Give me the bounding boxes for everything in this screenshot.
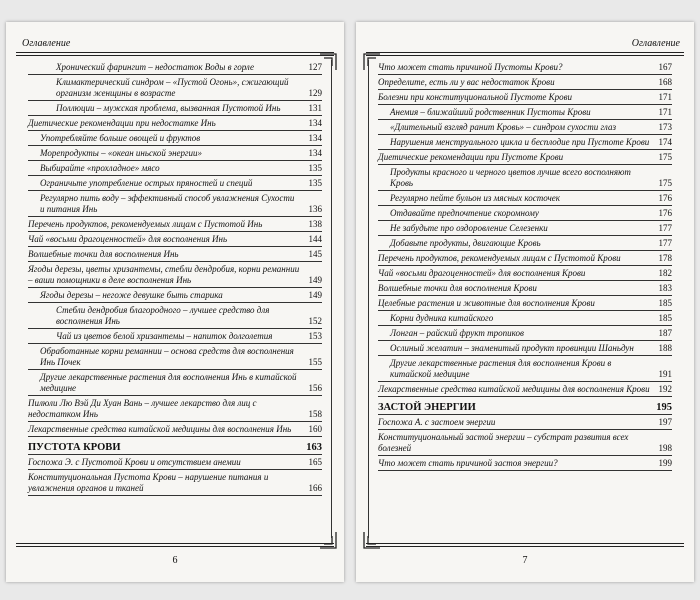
toc-entry-title: Чай из цветов белой хризантемы – напиток долголетия: [56, 331, 273, 341]
toc-entry: [378, 137, 672, 150]
toc-entry: [28, 62, 322, 75]
toc-entry-title: Перечень продуктов, рекомендуемых лицам с Пустотой Крови: [378, 253, 621, 263]
toc-entry-title: Лонган – райский фрукт тропиков: [390, 328, 524, 338]
toc-entry-page: 136: [308, 204, 322, 214]
frame-bottom-line-inner: [366, 546, 684, 547]
toc-entry: [28, 264, 322, 288]
page-number: 7: [522, 555, 528, 566]
toc-entry: [378, 384, 672, 397]
toc-entry: [28, 163, 322, 176]
toc-entry-title: Хронический фарингит – недостаток Воды в горле: [56, 62, 255, 72]
frame-bottom-line: [366, 543, 684, 544]
toc-entry-page: 177: [658, 238, 672, 248]
toc-entry-title: Другие лекарственные растения для восполнения Инь в китайской медицине: [40, 372, 297, 393]
toc-entry: [28, 472, 322, 496]
toc-entry-title: Ягоды дерезы – негоже девушке быть старика: [40, 290, 223, 300]
frame-top-line-inner: [16, 55, 334, 56]
toc-entry-title: Регулярно пейте бульон из мясных косточек: [390, 193, 561, 203]
toc-entry: [28, 178, 322, 191]
table-of-contents: [28, 62, 322, 498]
toc-entry: [28, 457, 322, 470]
toc-entry: [378, 298, 672, 311]
toc-entry-page: 192: [658, 384, 672, 394]
toc-entry: [28, 234, 322, 247]
toc-entry-title: Поллюции – мужская проблема, вызванная Пустотой Инь: [56, 103, 281, 113]
frame-side-line: [331, 60, 332, 538]
toc-entry-page: 175: [658, 178, 672, 188]
toc-entry: [378, 238, 672, 251]
toc-entry-title: Отдавайте предпочтение скоромному: [390, 208, 539, 218]
corner-ornament-icon: [360, 530, 382, 552]
toc-entry: [378, 432, 672, 456]
toc-entry: [28, 118, 322, 131]
toc-entry-page: 185: [658, 313, 672, 323]
toc-entry-page: 182: [658, 268, 672, 278]
toc-entry-page: 171: [658, 92, 672, 102]
toc-entry: [378, 253, 672, 266]
toc-entry-page: 152: [308, 316, 322, 326]
toc-entry: [378, 107, 672, 120]
toc-entry: [28, 372, 322, 396]
section-page: 163: [306, 442, 322, 453]
toc-entry: [28, 193, 322, 217]
frame-top-line: [16, 52, 334, 53]
toc-entry: [378, 328, 672, 341]
toc-entry-page: 135: [308, 178, 322, 188]
toc-entry-page: 166: [308, 483, 322, 493]
toc-entry-title: Что может стать причиной застоя энергии?: [378, 458, 558, 468]
toc-entry-title: Другие лекарственные растения для восполнения Крови в китайской медицине: [390, 358, 612, 379]
toc-entry: [378, 62, 672, 75]
frame-top-line: [366, 52, 684, 53]
toc-entry-title: Лекарственные средства китайской медицины для восполнения Крови: [378, 384, 650, 394]
toc-entry-page: 127: [308, 62, 322, 72]
toc-entry-title: Диетические рекомендации при недостатке Инь: [28, 118, 216, 128]
toc-entry-title: Регулярно пить воду – эффективный способ увлажнения Сухости и питания Инь: [40, 193, 295, 214]
toc-entry-page: 174: [658, 137, 672, 147]
toc-entry: [378, 208, 672, 221]
toc-entry-page: 138: [308, 219, 322, 229]
toc-entry-title: Климактерический синдром – «Пустой Огонь», сжигающий организм женщины в возрасте: [56, 77, 289, 98]
toc-entry-title: Ослиный желатин – знаменитый продукт провинции Шаньдун: [390, 343, 634, 353]
toc-entry: [378, 193, 672, 206]
toc-entry-page: 134: [308, 118, 322, 128]
toc-entry-page: 135: [308, 163, 322, 173]
toc-entry-page: 171: [658, 107, 672, 117]
toc-entry-title: Госпожа А. с застоем энергии: [378, 417, 496, 427]
toc-entry-page: 199: [658, 458, 672, 468]
toc-entry-title: Конституциональная Пустота Крови – нарушение питания и увлажнения органов и тканей: [28, 472, 269, 493]
toc-entry-page: 134: [308, 133, 322, 143]
toc-entry-page: 149: [308, 275, 322, 285]
toc-entry-page: 176: [658, 193, 672, 203]
toc-entry-page: 178: [658, 253, 672, 263]
toc-entry-page: 165: [308, 457, 322, 467]
toc-entry-page: 187: [658, 328, 672, 338]
toc-entry: [28, 103, 322, 116]
toc-entry-title: Диетические рекомендации при Пустоте Крови: [378, 152, 564, 162]
section-title: ПУСТОТА КРОВИ: [28, 442, 121, 453]
toc-entry: [378, 268, 672, 281]
toc-entry-page: 145: [308, 249, 322, 259]
toc-entry-page: 175: [658, 152, 672, 162]
toc-entry-page: 177: [658, 223, 672, 233]
toc-entry: [28, 398, 322, 422]
toc-entry: [28, 249, 322, 262]
toc-entry-page: 153: [308, 331, 322, 341]
frame-bottom-line: [16, 543, 334, 544]
toc-entry: [378, 313, 672, 326]
toc-entry: [28, 305, 322, 329]
toc-entry-page: 134: [308, 148, 322, 158]
toc-entry-title: Целебные растения и животные для восполнения Крови: [378, 298, 595, 308]
toc-entry: [378, 283, 672, 296]
page-number: 6: [172, 555, 178, 566]
toc-entry: [378, 92, 672, 105]
toc-entry-page: 167: [658, 62, 672, 72]
toc-entry: [378, 417, 672, 430]
section-page: 195: [656, 402, 672, 413]
toc-entry-page: 144: [308, 234, 322, 244]
toc-entry: [378, 223, 672, 236]
toc-entry-title: Ограничьте употребление острых пряностей и специй: [40, 178, 253, 188]
toc-entry-page: 197: [658, 417, 672, 427]
toc-entry-page: 149: [308, 290, 322, 300]
toc-entry-page: 168: [658, 77, 672, 87]
toc-entry: [378, 152, 672, 165]
section-heading: [378, 402, 672, 415]
toc-entry-page: 188: [658, 343, 672, 353]
toc-entry-title: Употребляйте больше овощей и фруктов: [40, 133, 201, 143]
toc-entry: [28, 290, 322, 303]
toc-entry-title: Анемия – ближайший родственник Пустоты Крови: [390, 107, 591, 117]
toc-entry-page: 160: [308, 424, 322, 434]
toc-entry-page: 191: [658, 369, 672, 379]
toc-entry-page: 183: [658, 283, 672, 293]
toc-entry-title: Госпожа Э. с Пустотой Крови и отсутствием анемии: [28, 457, 241, 467]
toc-entry: [28, 331, 322, 344]
toc-entry-title: Обработанные корни реманнии – основа средств для восполнения Инь Почек: [40, 346, 294, 367]
toc-entry: [378, 458, 672, 471]
toc-entry-page: 198: [658, 443, 672, 453]
section-heading: [28, 442, 322, 455]
toc-entry-title: Стебли дендробия благородного – лучшее средство для восполнения Инь: [56, 305, 270, 326]
table-of-contents: [378, 62, 672, 473]
toc-entry: [28, 424, 322, 437]
toc-entry-page: 129: [308, 88, 322, 98]
toc-entry: [378, 358, 672, 382]
toc-entry-title: Ягоды дерезы, цветы хризантемы, стебли дендробия, корни реманнии – ваши помощники в деле восполнения Инь: [28, 264, 300, 285]
toc-entry-title: «Длительный взгляд ранит Кровь» – синдром сухости глаз: [390, 122, 616, 132]
frame-top-line-inner: [366, 55, 684, 56]
running-head: Оглавление: [631, 38, 680, 49]
toc-entry: [28, 219, 322, 232]
toc-entry-title: Что может стать причиной Пустоты Крови?: [378, 62, 563, 72]
toc-entry-title: Конституциональный застой энергии – субстрат развития всех болезней: [378, 432, 629, 453]
toc-entry-page: 131: [308, 103, 322, 113]
toc-entry: [378, 343, 672, 356]
toc-entry-page: 176: [658, 208, 672, 218]
toc-entry-page: 173: [658, 122, 672, 132]
toc-entry: [378, 77, 672, 90]
toc-entry: [378, 167, 672, 191]
toc-entry-title: Продукты красного и черного цветов лучше всего восполняют Кровь: [390, 167, 631, 188]
toc-entry-page: 158: [308, 409, 322, 419]
toc-entry-title: Пилюли Лю Вэй Ди Хуан Вань – лучшее лекарство для лиц с недостатком Инь: [28, 398, 257, 419]
section-title: ЗАСТОЙ ЭНЕРГИИ: [378, 402, 476, 413]
toc-entry: [28, 148, 322, 161]
toc-entry-title: Перечень продуктов, рекомендуемых лицам с Пустотой Инь: [28, 219, 263, 229]
toc-entry-title: Добавьте продукты, двигающие Кровь: [390, 238, 541, 248]
toc-entry-title: Выбирайте «прохладное» мясо: [40, 163, 160, 173]
toc-entry-title: Волшебные точки для восполнения Инь: [28, 249, 179, 259]
running-head: Оглавление: [22, 38, 71, 49]
toc-entry-title: Нарушения менструального цикла и бесплодие при Пустоте Крови: [390, 137, 650, 147]
toc-entry-page: 156: [308, 383, 322, 393]
toc-entry-title: Не забудьте про оздоровление Селезенки: [390, 223, 548, 233]
toc-entry: [378, 122, 672, 135]
frame-bottom-line-inner: [16, 546, 334, 547]
toc-entry-title: Чай «восьми драгоценностей» для восполнения Инь: [28, 234, 228, 244]
toc-entry: [28, 77, 322, 101]
toc-entry-title: Корни дудника китайского: [390, 313, 494, 323]
toc-entry: [28, 346, 322, 370]
toc-entry-title: Волшебные точки для восполнения Крови: [378, 283, 537, 293]
left-page: [6, 22, 344, 582]
toc-entry-title: Определите, есть ли у вас недостаток Крови: [378, 77, 555, 87]
corner-ornament-icon: [318, 530, 340, 552]
toc-entry-page: 155: [308, 357, 322, 367]
right-page: [356, 22, 694, 582]
toc-entry-title: Морепродукты – «океан иньской энергии»: [40, 148, 203, 158]
toc-entry-title: Лекарственные средства китайской медицины для восполнения Инь: [28, 424, 292, 434]
frame-side-line: [368, 60, 369, 538]
toc-entry-page: 185: [658, 298, 672, 308]
toc-entry-title: Болезни при конституциональной Пустоте Крови: [378, 92, 572, 102]
toc-entry-title: Чай «восьми драгоценностей» для восполнения Крови: [378, 268, 586, 278]
toc-entry: [28, 133, 322, 146]
